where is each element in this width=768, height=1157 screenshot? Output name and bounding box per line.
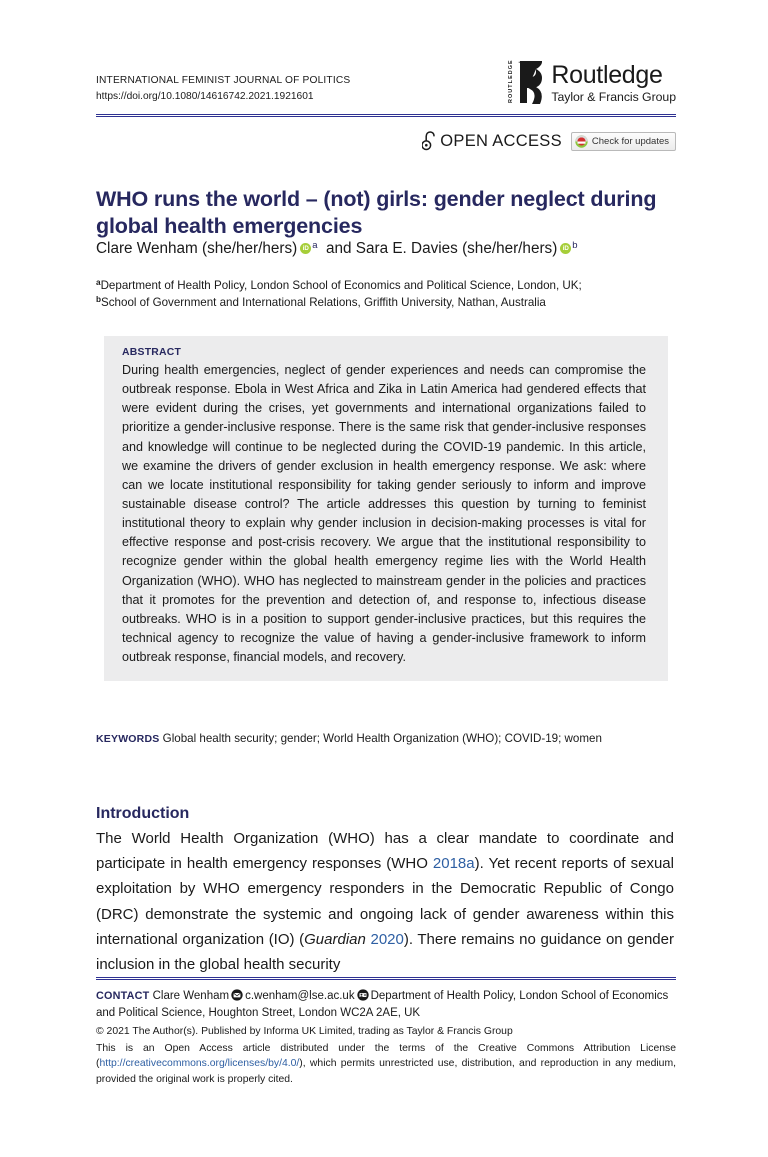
author-conjunction: and xyxy=(326,240,352,257)
page-title: WHO runs the world – (not) girls: gender neglect during global health emergencies xyxy=(96,187,657,239)
keywords-heading: KEYWORDS xyxy=(96,733,160,745)
author-list xyxy=(96,240,686,258)
address-card-icon xyxy=(357,989,369,1001)
author-name-2[interactable]: Sara E. Davies (she/her/hers) xyxy=(355,240,558,257)
contact-block xyxy=(96,988,678,1021)
open-access-badge xyxy=(422,131,562,151)
abstract-body: During health emergencies, neglect of gender experiences and needs can compromise the outbreak response. Ebola in West Africa and Zika in Latin America had gendered effects that were evident during the crises, yet governments and international organizations failed to prioritize a gender-inclusive response. There is the same risk that gender-inclusive responses and knowledge will continue to be neglected during the COVID-19 pandemic. In this article, we examine the drivers of gender exclusion in health emergency response. We ask: where can we locate institutional responsibility for taking gender seriously to inform and improve sustainable disease control? The article addresses this question by turning to feminist institutional theory to explain why gender inclusion in decision-making processes is vital for effective response and post-crisis recovery. We argue that the institutional responsibility to recognize gender within the global health emergency regime lies with the World Health Organization (WHO). WHO has neglected to mainstream gender in the policies and practices that it promotes for the prevention and detection of, and response to, infectious disease outbreaks. WHO is in a position to support gender-inclusive practices, but this requires the technical agency to recognize the value of having a gender-inclusive framework to inform outbreak response, financial models, and recovery. xyxy=(122,363,646,665)
contact-label: CONTACT xyxy=(96,990,150,1002)
open-access-label: OPEN ACCESS xyxy=(440,131,562,150)
masthead xyxy=(96,0,676,120)
author-affiliation-marker-2: b xyxy=(572,240,578,251)
contact-person-name: Clare Wenham xyxy=(152,990,230,1002)
orcid-icon-1[interactable] xyxy=(300,243,311,254)
license-text-part-1: This is an Open Access article distributed under the terms of the Creative Commons Attribution License ( xyxy=(96,1042,676,1070)
journal-title: INTERNATIONAL FEMINIST JOURNAL OF POLITICS xyxy=(96,75,351,86)
article-doi-link[interactable]: https://doi.org/10.1080/14616742.2021.1921601 xyxy=(96,90,314,102)
license-text-part-2: ), which permits unrestricted use, distribution, and reproduction in any medium, provided the original work is properly cited. xyxy=(96,1058,676,1085)
routledge-logo xyxy=(509,58,676,108)
routledge-r-mark xyxy=(516,61,544,105)
affiliation-text-b: School of Government and International Relations, Griffith University, Nathan, Australia xyxy=(101,296,546,310)
affiliation-list xyxy=(96,277,681,311)
open-access-row xyxy=(96,131,676,151)
license-statement xyxy=(96,1041,676,1088)
citation-source-guardian: Guardian xyxy=(304,930,366,948)
contact-email-link[interactable]: c.wenham@lse.ac.uk xyxy=(245,990,355,1002)
masthead-region xyxy=(96,0,676,120)
keywords-list: Global health security; gender; World Health Organization (WHO); COVID-19; women xyxy=(162,732,602,745)
citation-link-who-2018a[interactable]: 2018a xyxy=(432,855,475,873)
copyright-line: © 2021 The Author(s). Published by Informa UK Limited, trading as Taylor & Francis Group xyxy=(96,1026,513,1037)
abstract-section xyxy=(104,336,668,681)
publisher-tagline: Taylor & Francis Group xyxy=(551,89,676,104)
intro-text-part-3: ). There remains no guidance on gender inclusion in the global health security xyxy=(96,930,674,973)
header-divider xyxy=(96,114,676,117)
citation-link-guardian-2020[interactable]: 2020 xyxy=(370,930,404,948)
intro-text-part-2: ). Yet recent reports of sexual exploitation by WHO emergency responders in the Democratic Republic of Congo (DRC) demonstrate the systemic and ongoing lack of gender awareness within this international organization (IO) ( xyxy=(96,855,674,948)
license-block xyxy=(96,1024,676,1087)
footer-divider xyxy=(96,977,676,980)
open-lock-icon xyxy=(422,131,435,151)
introduction-paragraph xyxy=(96,826,674,977)
affiliation-marker-b: b xyxy=(96,295,102,305)
check-for-updates-button[interactable] xyxy=(571,132,676,151)
affiliation-item-a xyxy=(96,277,681,294)
affiliation-marker-a: a xyxy=(96,278,101,287)
routledge-vertical-text: ROUTLEDGE xyxy=(507,59,514,103)
envelope-icon xyxy=(231,989,243,1001)
crossmark-icon xyxy=(575,135,588,148)
affiliation-text-a: Department of Health Policy, London School of Economics and Political Science, London, UK; xyxy=(100,279,582,292)
author-name-1[interactable]: Clare Wenham (she/her/hers) xyxy=(96,240,298,257)
keywords-section xyxy=(96,731,681,747)
affiliation-item-b xyxy=(96,294,681,311)
license-url-link[interactable]: http://creativecommons.org/licenses/by/4.0/ xyxy=(99,1058,300,1070)
section-heading-introduction: Introduction xyxy=(96,805,190,823)
routledge-wordmark xyxy=(551,60,676,104)
abstract-heading: ABSTRACT xyxy=(122,347,182,358)
check-for-updates-label: Check for updates xyxy=(591,135,669,147)
contact-address: Department of Health Policy, London School of Economics and Political Science, Houghton Street, London WC2A 2AE, UK xyxy=(96,990,669,1019)
publisher-name: Routledge xyxy=(551,60,663,89)
author-affiliation-marker-1: a xyxy=(312,240,318,251)
intro-text-part-1: The World Health Organization (WHO) has a clear mandate to coordinate and participate in health emergency responses (WHO xyxy=(96,830,674,873)
journal-identity xyxy=(96,74,350,105)
orcid-icon-2[interactable] xyxy=(560,243,571,254)
